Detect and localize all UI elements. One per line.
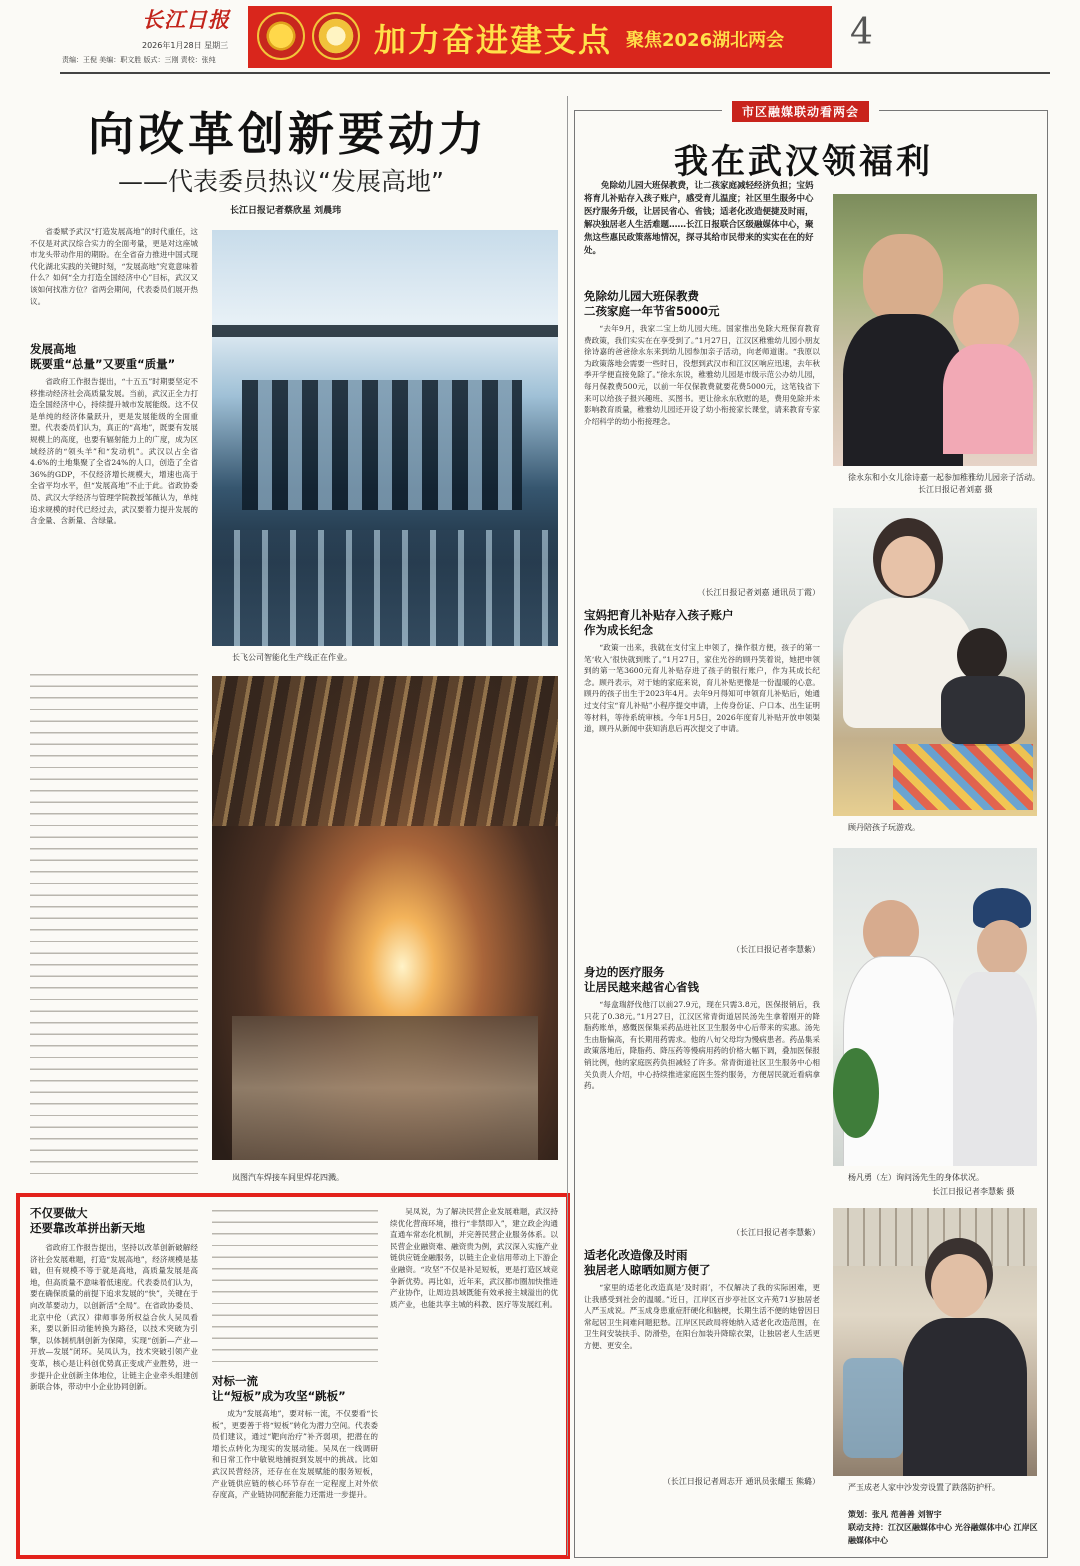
photo-elderly-woman bbox=[833, 1208, 1037, 1476]
left-subheadline: ——代表委员热议“发展高地” bbox=[118, 167, 444, 196]
section-text-private-economy: 吴凤说，为了解决民营企业发展难题，武汉持续优化营商环境，推行“非禁即入”，建立政企沟通直通车常态化机制，并完善民营企业服务体系。以民营企业融资难、融资贵为例，武汉深入实施产业链供应链金融服务，以链主企业信用带动上下游企业融资。“攻坚”不仅是补足短板，更是打造区域竞争新优势。再比如，近年来，武汉都市圈加快推进产业协作，让周边县域既能有效承接主城溢出的优质产业，也能共享主城的科教、医疗等发展红利。 bbox=[390, 1207, 558, 1309]
issue-date: 2026年1月28日 星期三 bbox=[142, 41, 229, 50]
section-title-benchmark: 对标一流 让“短板”成为攻坚“跳板” bbox=[212, 1374, 346, 1403]
photo-r1-caption: 徐永东和小女儿徐诗嘉一起参加稚雅幼儿园亲子活动。 bbox=[848, 473, 1040, 482]
section-tag bbox=[722, 99, 879, 121]
boxed-column-1 bbox=[30, 1206, 198, 1552]
kindergarten-text: “去年9月，我家二宝上幼儿园大班。国家推出免除大班保育教育费政策，我们实实在在享受到了。”1月27日，江汉区稚雅幼儿园小朋友徐诗嘉的爸爸徐永东来到幼儿园参加亲子活动，向老师道谢。“我原以为政策落地会需要一些时日，没想到武汉市和江汉区响应迅速，去年秋季开学便直接免除了。”徐永东说，稚雅幼儿园是市级示范公办幼儿园，每月保教费500元，以前一年仅保教费就要花费5000元，这笔钱省下来可以给孩子报兴趣班、买图书。更让徐永东欣慰的是，费用免除并未影响教育质量，稚雅幼儿园还开设了幼小衔接家长课堂，请来教育专家介绍科学的幼小衔接理念。 bbox=[584, 324, 820, 426]
photo-r2-caption: 顾丹陪孩子玩游戏。 bbox=[848, 823, 920, 832]
banner-subtitle: 聚焦2026湖北两会 bbox=[626, 30, 785, 51]
photo2-caption: 岚图汽车焊接车间里焊花四溅。 bbox=[232, 1173, 344, 1182]
section-tag-label: 市区融媒联动看两会 bbox=[732, 101, 869, 122]
photo-welding-workshop bbox=[212, 676, 558, 1160]
boxed-column-3 bbox=[390, 1206, 558, 1552]
newspaper-logo: 长江日报 bbox=[142, 7, 230, 32]
cppcc-emblem-icon bbox=[312, 12, 360, 60]
photo-r3-credit: 长江日报记者李慧紫 摄 bbox=[932, 1187, 1015, 1196]
masthead-rule bbox=[60, 72, 1050, 74]
page-divider bbox=[567, 96, 568, 1556]
photo-mother-child bbox=[833, 508, 1037, 816]
article-continuation bbox=[30, 670, 198, 1180]
banner bbox=[248, 6, 832, 68]
left-column-1 bbox=[30, 226, 198, 1194]
subsidy-title: 宝妈把育儿补贴存入孩子账户 作为成长纪念 bbox=[584, 608, 734, 637]
section-title-development: 发展高地 既要重“总量”又要重“质量” bbox=[30, 342, 176, 371]
kindergarten-credit: （长江日报记者刘嘉 通讯员丁霞） bbox=[697, 588, 820, 597]
subsidy-text: “政策一出来，我就在支付宝上申领了，操作很方便，孩子的第一笔‘收入’很快就到账了。”1月27日，家住光谷的顾丹笑着说，她把申领到的第一笔3600元育儿补贴存进了孩子的银行账户，作为其成长纪念。顾丹表示，对于她的家庭来说，育儿补贴更像是一份温暖的心意。顾丹的孩子出生于2023年4月。去年9月得知可申领育儿补贴后，她通过支付宝“育儿补贴”小程序提交申请，上传身份证、户口本、出生证明等材料，等待系统审核。今年1月5日，2026年度育儿补贴开放申领渠道，顾丹从新闻中获知消息后再次提交了申请。 bbox=[584, 643, 820, 734]
section-text-benchmark: 成为“发展高地”，要对标一流，不仅要看“长板”，更要善于将“短板”转化为潜力空间。代表委员们建议，通过“靶向治疗”补齐弱项，把潜在的增长点转化为现实的发展动能。吴凤在一线调研和日常工作中敏锐地捕捉到发展中的挑战。比如武汉民营经济，还存在在发展赋能的服务短板，产业链供应链的核心环节存在一定程度上对外依存度高，产业链协同配套能力还需进一步提升。 bbox=[212, 1409, 378, 1500]
photo-production-line bbox=[212, 230, 558, 646]
medical-credit: （长江日报记者李慧紫） bbox=[732, 1228, 820, 1237]
national-emblem-icon bbox=[257, 12, 305, 60]
left-byline: 长江日报记者蔡欣星 刘晨玮 bbox=[230, 206, 342, 216]
medical-text: “每盒瑞舒伐他汀以前27.9元，现在只需3.8元，医保报销后，我只花了0.38元。”1月27日，江汉区常青街道居民汤先生拿着刚开的降脂药账单，感慨医保集采药品进社区卫生服务中心后带来的实惠。汤先生由脂偏高，有长期用药需求。他的八旬父母均为慢病患者。药品集采政策落地后，降脂药、降压药等慢病用药的价格大幅下调，叠加医保报销比例，他的家庭医药负担减轻了许多。常青街道社区卫生服务中心相关负责人介绍，中心持续推进家庭医生签约服务，方便居民就近看病拿药。 bbox=[584, 1000, 820, 1091]
photo-doctor-patient bbox=[833, 848, 1037, 1166]
elderly-title: 适老化改造像及时雨 独居老人晾晒如厕方便了 bbox=[584, 1248, 711, 1277]
subsidy-credit: （长江日报记者李慧紫） bbox=[732, 945, 820, 954]
photo-r1-credit: 长江日报记者刘嘉 摄 bbox=[918, 485, 993, 494]
right-text-column bbox=[584, 180, 820, 1550]
footer-credits: 策划：张凡 范善善 刘智宇 联动支持：江汉区融媒体中心 光谷融媒体中心 江岸区融媒体中心 bbox=[848, 1510, 1038, 1545]
elderly-text: “家里的适老化改造真是‘及时雨’，不仅解决了我的实际困难，更让我感受到社会的温暖。”近日，江岸区百步亭社区文卉苑71岁独居老人严玉成说。严玉成身患重症肝硬化和脑梗，长期生活不便的她曾因日常起居卫生间难问题犯愁。江岸区民政局将她纳入适老化改造范围，在卫生间安装扶手、防滑垫，在阳台加装升降晾衣架，让独居老人生活更方便、更安全。 bbox=[584, 1283, 820, 1350]
section-text-development: 省政府工作报告提出，“十五五”时期要坚定不移推动经济社会高质量发展。当前，武汉正全力打造全国经济中心，持续提升城市发展能级。这不仅是单纯的经济体量跃升，更是发展能级的全面重塑。代表委员们认为，真正的“高地”，既要有发展规模上的高度，也要有辐射能力上的广度，成为区域经济的“领头羊”和“发动机”。武汉以占全省4.6%的土地集聚了全省24%的人口，创造了全省36%的GDP，不仅经济增长规模大，增速也高于全省平均水平，但“发展高地”不止于此。省政协委员、武汉大学经济与管理学院教授邹薇认为，单纯追求规模的时代已经过去，武汉要着力提升发展的含金量、含新量、含绿量。 bbox=[30, 377, 198, 526]
right-headline: 我在武汉领福利 bbox=[674, 142, 933, 182]
medical-title: 身边的医疗服务 让居民越来越省心省钱 bbox=[584, 965, 699, 994]
page-number: 4 bbox=[850, 12, 873, 53]
photo-father-daughter bbox=[833, 194, 1037, 466]
left-headline: 向改革创新要动力 bbox=[88, 107, 488, 161]
masthead bbox=[0, 0, 1080, 74]
section-text-reform: 省政府工作报告提出，坚持以改革创新破解经济社会发展难题，打造“发展高地”，经济规模是基础，但有规模不等于就是高地，高质量发展是高地，但高质量不意味着低速度。代表委员们认为，要在确保质量的前提下追求发展的“快”，关键在于向改革要动力，以创新活“全局”。在省政协委员、北京中伦（武汉）律师事务所权益合伙人吴凤看来，要以新旧动能转换为路径，以技术突破为引擎，以体制机制创新为保障，实现“创新—产业—开放—发展”闭环。吴凤认为，技术突破引领产业变革，核心是让科创优势真正变成产业胜势，进一步提升企业创新主体地位，让链主企业牵头组建创新联合体，带动中小企业协同创新。 bbox=[30, 1243, 198, 1392]
staff-credits: 责编：王倪 美编：职文胜 版式：三刚 责校：张纯 bbox=[62, 56, 216, 64]
kindergarten-title: 免除幼儿园大班保教费 二孩家庭一年节省5000元 bbox=[584, 289, 720, 318]
photo1-caption: 长飞公司智能化生产线正在作业。 bbox=[232, 653, 352, 662]
intro-paragraph: 省委赋予武汉“打造发展高地”的时代重任，这不仅是对武汉综合实力的全面考量，更是对这座城市龙头带动作用的期盼。在全省奋力推进中国式现代化湖北实践的关键时刻，“发展高地”究竟意味着什么？如何“全力打造全国经济中心”目标，武汉又该如何找准方位？省两会期间，代表委员们展开热议。 bbox=[30, 227, 198, 306]
banner-title: 加力奋进建支点 bbox=[374, 21, 613, 59]
photo-r4-caption: 严玉成老人家中沙发旁设置了跌落防护杆。 bbox=[848, 1483, 1000, 1492]
section-title-reform: 不仅要做大 还要靠改革拼出新天地 bbox=[30, 1206, 145, 1235]
photo-r3-caption: 杨凡勇（左）询问汤先生的身体状况。 bbox=[848, 1173, 984, 1182]
right-lead: 免除幼儿园大班保教费，让二孩家庭减轻经济负担；宝妈将育儿补贴存入孩子账户，感受育儿温度；社区里生服务中心医疗服务升级，让居民省心、省钱；适老化改造便捷及时雨，解决独居老人生活难题……长江日报联合区级融媒体中心，聚焦这些惠民政策落地情况，探寻其给市民带来的实实在在的好处。 bbox=[584, 181, 814, 256]
boxed-column-2 bbox=[212, 1206, 378, 1552]
elderly-credit: （长江日报记者周志开 通讯员张耀玉 熊璐） bbox=[662, 1477, 820, 1486]
